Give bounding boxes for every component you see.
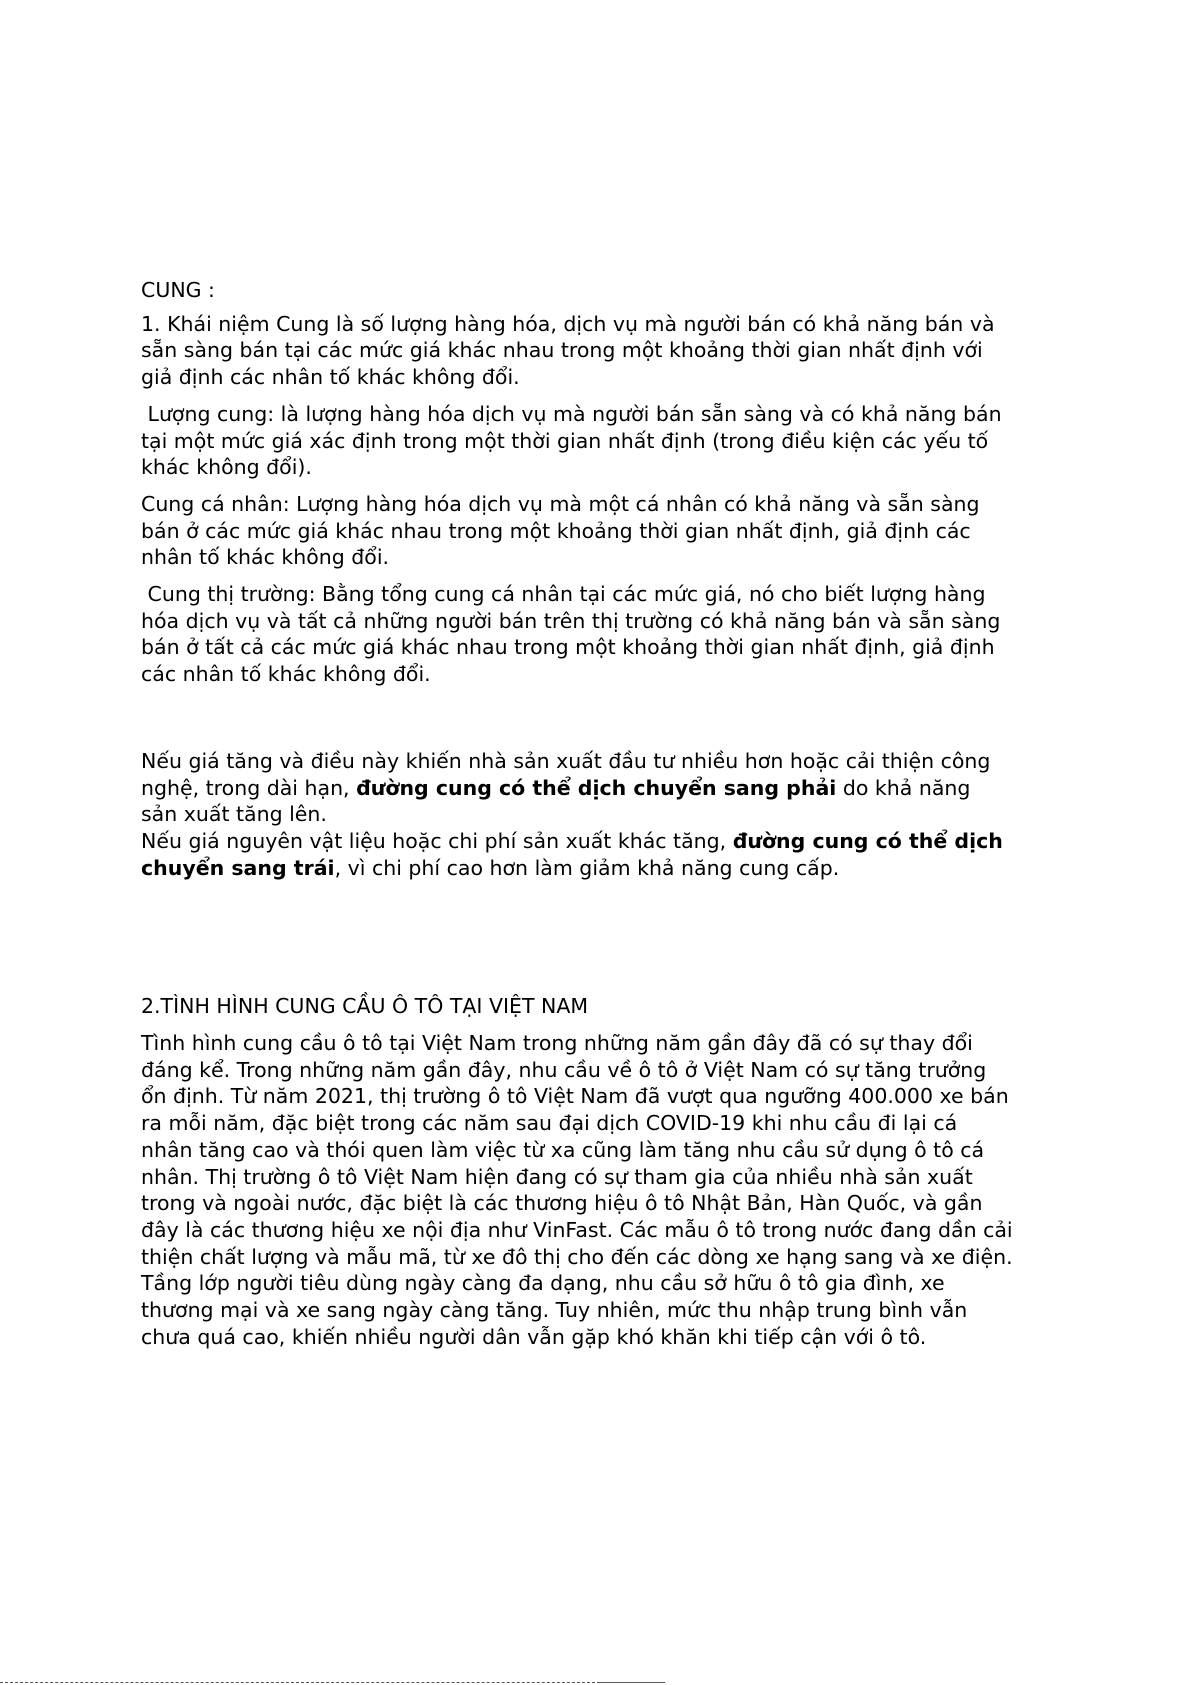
text-run: nghệ, trong dài hạn, xyxy=(141,775,357,800)
text-run: , vì chi phí cao hơn làm giảm khả năng cung cấp. xyxy=(334,855,840,880)
paragraph-supply-shift xyxy=(141,748,1061,882)
section-heading-cung: CUNG : xyxy=(141,278,215,302)
spacer xyxy=(141,881,1061,993)
text-line: Tình hình cung cầu ô tô tại Việt Nam trong những năm gần đây đã có sự thay đổi xyxy=(141,1031,973,1056)
paragraph-luong-cung xyxy=(141,401,1061,481)
paragraph-cung-ca-nhan xyxy=(141,491,1061,571)
text-line: ra mỗi năm, đặc biệt trong các năm sau đại dịch COVID-19 khi nhu cầu đi lại cá xyxy=(141,1111,958,1136)
text-run: Nếu giá nguyên vật liệu hoặc chi phí sản xuất khác tăng, xyxy=(141,828,733,853)
bold-text-shift-right: đường cung có thể dịch chuyển sang phải xyxy=(356,775,837,800)
text-line xyxy=(141,775,1061,802)
text-line: nhân tăng cao và thói quen làm việc từ xa cũng làm tăng nhu cầu sử dụng ô tô cá xyxy=(141,1137,985,1162)
text-line: sản xuất tăng lên. xyxy=(141,802,327,827)
text-line: 1. Khái niệm Cung là số lượng hàng hóa, dịch vụ mà người bán có khả năng bán và xyxy=(141,311,995,336)
paragraph-tinh-hinh-cung-cau xyxy=(141,1030,1061,1350)
text-line: giả định các nhân tố khác không đổi. xyxy=(141,365,520,390)
text-line: các nhân tố khác không đổi. xyxy=(141,662,431,687)
text-line: sẵn sàng bán tại các mức giá khác nhau trong một khoảng thời gian nhất định với xyxy=(141,338,983,363)
text-line: Tầng lớp người tiêu dùng ngày càng đa dạng, nhu cầu sở hữu ô tô gia đình, xe xyxy=(141,1271,945,1296)
text-line: chưa quá cao, khiến nhiều người dân vẫn gặp khó khăn khi tiếp cận với ô tô. xyxy=(141,1324,927,1349)
text-line: trong và ngoài nước, đặc biệt là các thương hiệu ô tô Nhật Bản, Hàn Quốc, và gần xyxy=(141,1191,983,1216)
text-line: khác không đổi). xyxy=(141,455,312,480)
text-line xyxy=(141,855,1061,882)
page-bottom-divider xyxy=(0,1682,600,1683)
text-line: đây là các thương hiệu xe nội địa như VinFast. Các mẫu ô tô trong nước đang dần cải xyxy=(141,1217,1013,1242)
text-line: hóa dịch vụ và tất cả những người bán trên thị trường có khả năng bán và sẵn sàng xyxy=(141,608,1001,633)
bold-text-shift-left: đường cung có thể dịch xyxy=(732,828,1003,853)
text-line: Lượng cung: là lượng hàng hóa dịch vụ mà người bán sẵn sàng và có khả năng bán xyxy=(141,401,1002,426)
text-line xyxy=(141,828,1061,855)
text-line: Cung thị trường: Bằng tổng cung cá nhân tại các mức giá, nó cho biết lượng hàng xyxy=(141,582,986,607)
text-line: bán ở tất cả các mức giá khác nhau trong một khoảng thời gian nhất định, giả định xyxy=(141,635,995,660)
document-body xyxy=(141,277,1061,1351)
text-line: Cung cá nhân: Lượng hàng hóa dịch vụ mà một cá nhân có khả năng và sẵn sàng xyxy=(141,491,980,516)
paragraph-cung-thi-truong xyxy=(141,581,1061,688)
text-line: bán ở các mức giá khác nhau trong một khoảng thời gian nhất định, giả định các xyxy=(141,518,971,543)
text-line: ổn định. Từ năm 2021, thị trường ô tô Việt Nam đã vượt qua ngưỡng 400.000 xe bán xyxy=(141,1084,1009,1109)
text-run: do khả năng xyxy=(836,775,971,800)
paragraph-khai-niem-cung xyxy=(141,311,1061,391)
section-heading-2: 2.TÌNH HÌNH CUNG CẦU Ô TÔ TẠI VIỆT NAM xyxy=(141,994,589,1019)
text-line: nhân. Thị trường ô tô Việt Nam hiện đang có sự tham gia của nhiều nhà sản xuất xyxy=(141,1164,973,1189)
text-line: đáng kể. Trong những năm gần đây, nhu cầu về ô tô ở Việt Nam có sự tăng trưởng xyxy=(141,1057,987,1082)
text-line: tại một mức giá xác định trong một thời gian nhất định (trong điều kiện các yếu tố xyxy=(141,428,989,453)
page-bottom-divider xyxy=(600,1682,665,1683)
text-line: thiện chất lượng và mẫu mã, từ xe đô thị cho đến các dòng xe hạng sang và xe điện. xyxy=(141,1244,1013,1269)
text-line: Nếu giá tăng và điều này khiến nhà sản xuất đầu tư nhiều hơn hoặc cải thiện công xyxy=(141,748,991,773)
spacer xyxy=(141,698,1061,748)
bold-text-shift-left-cont: chuyển sang trái xyxy=(141,855,335,880)
text-line: nhân tố khác không đổi. xyxy=(141,545,390,570)
text-line: thương mại và xe sang ngày càng tăng. Tuy nhiên, mức thu nhập trung bình vẫn xyxy=(141,1298,968,1323)
